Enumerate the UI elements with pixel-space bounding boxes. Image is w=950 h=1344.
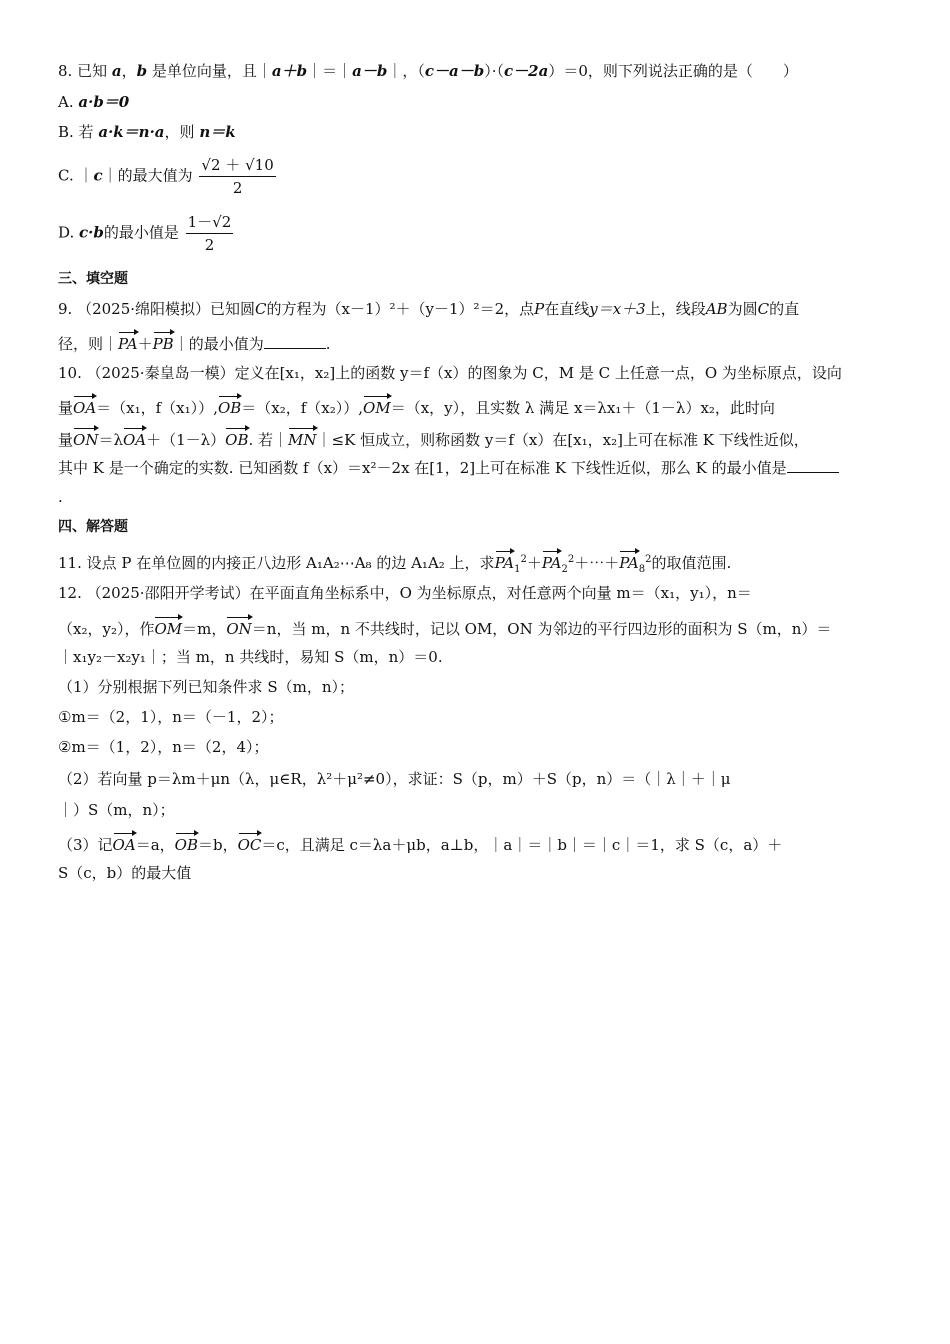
vector-OA: OA bbox=[113, 830, 136, 856]
option-label: C. ｜ bbox=[58, 166, 94, 185]
q12-text: ＝b， bbox=[197, 836, 238, 854]
option-label: D. bbox=[58, 223, 80, 242]
q9-line1 bbox=[58, 298, 799, 320]
q12-condition2: ②m＝（1，2），n＝（2，4）； bbox=[58, 738, 269, 756]
plus-sign: ＋ bbox=[137, 335, 153, 353]
q12-text: ＝n，当 m，n 不共线时，记以 OM，ON 为邻边的平行四边形的面积为 S（m，n）＝ bbox=[251, 620, 832, 638]
q10-line1: 10. （2025·秦皇岛一模）定义在[x₁，x₂]上的函数 y＝f（x）的图象为 C，M 是 C 上任意一点，O 为坐标原点，设向 bbox=[58, 364, 842, 382]
segment-AB: AB bbox=[705, 300, 728, 318]
option-label: B. 若 bbox=[58, 123, 94, 141]
q9-text: 上，线段 bbox=[645, 300, 706, 318]
q10-text: ＝（x₁，f（x₁））, bbox=[96, 399, 218, 417]
subscript: 1 bbox=[514, 564, 521, 575]
q12-line1 bbox=[58, 582, 752, 604]
q10-text: ｜≤K 恒成立，则称函数 y＝f（x）在[x₁，x₂]上可在标准 K 下线性近似， bbox=[316, 431, 809, 449]
q8-expr: c－a－b bbox=[424, 62, 485, 80]
vector-OB: OB bbox=[218, 393, 241, 419]
q8-text: ｜，（ bbox=[387, 62, 425, 80]
fraction bbox=[186, 211, 234, 256]
q12-text: ＝m， bbox=[182, 620, 227, 638]
superscript: 2 bbox=[645, 554, 652, 565]
vector-PB: PB bbox=[153, 329, 174, 355]
numerator: 1－ bbox=[187, 213, 213, 231]
q9-line2 bbox=[58, 329, 331, 355]
q10-text: ＝λ bbox=[98, 431, 123, 449]
answer-blank[interactable] bbox=[787, 472, 839, 473]
q9-text: 径，则｜ bbox=[58, 335, 119, 353]
vector-OM: OM bbox=[363, 393, 391, 419]
vector-ON: ON bbox=[73, 425, 98, 451]
q8-text: ）＝0，则下列说法正确的是（ ） bbox=[548, 62, 798, 80]
q12-part3 bbox=[58, 830, 782, 856]
vector-OB: OB bbox=[175, 830, 198, 856]
q8-option-b bbox=[58, 121, 236, 143]
q8-text: 8. 已知 bbox=[58, 62, 108, 80]
q8-option-c bbox=[58, 154, 278, 199]
option-text: 的最小值是 bbox=[103, 223, 179, 242]
q11-line bbox=[58, 548, 731, 581]
superscript: 2 bbox=[520, 554, 527, 565]
q12-line3: ｜x₁y₂－x₂y₁｜；当 m，n 共线时，易知 S（m，n）＝0. bbox=[58, 648, 443, 666]
section-heading: 三、填空题 bbox=[58, 271, 128, 287]
vector-PA8: PA bbox=[619, 548, 639, 574]
plus-sign: ＋⋯＋ bbox=[574, 554, 620, 572]
numerator: √10 bbox=[245, 156, 274, 174]
vector-MN: MN bbox=[288, 425, 316, 451]
vector-OC: OC bbox=[238, 830, 262, 856]
q12-text: m＝（x₁，y₁），n＝ bbox=[616, 584, 752, 602]
q11-text: 的取值范围. bbox=[651, 554, 732, 572]
vector-PA1: PA bbox=[495, 548, 515, 574]
q12-text: ＝c，且满足 c＝λa＋μb，a⊥b，｜a｜＝｜b｜＝｜c｜＝1，求 S（c，a）＋ bbox=[261, 836, 783, 854]
q9-text: 9. （2025·绵阳模拟）已知圆 bbox=[58, 300, 256, 318]
subscript: 8 bbox=[638, 564, 646, 575]
q9-text: 为圆 bbox=[727, 300, 758, 318]
q12-text: （3）记 bbox=[58, 836, 113, 854]
option-expr: c·b bbox=[79, 223, 104, 242]
q9-text: 的直 bbox=[769, 300, 800, 318]
vector-OB: OB bbox=[225, 425, 248, 451]
option-label: A. bbox=[58, 93, 79, 111]
q12-part1: （1）分别根据下列已知条件求 S（m，n）； bbox=[58, 678, 354, 696]
vector-PA: PA bbox=[118, 329, 138, 355]
denominator: 2 bbox=[232, 179, 243, 197]
q10-line2 bbox=[58, 393, 775, 419]
vector-a: a bbox=[111, 62, 122, 80]
option-expr: a·k＝n·a bbox=[98, 123, 165, 141]
q8-stem: 8. 已知 a，b 是单位向量，且｜a＋b｜＝｜a－b｜，（c－a－b）·（c－2a）＝0，则下列说法正确的是（ ） bbox=[58, 62, 798, 80]
numerator: √2 bbox=[212, 213, 232, 231]
numerator: √2 bbox=[201, 156, 221, 174]
vector-OM: OM bbox=[154, 614, 182, 640]
section-heading: 四、解答题 bbox=[58, 519, 128, 535]
q9-text: . bbox=[325, 335, 331, 353]
q10-text: ＝（x，y），且实数 λ 满足 x＝λx₁＋（1－λ）x₂，此时向 bbox=[390, 399, 775, 417]
q10-text: ＋（1－λ） bbox=[146, 431, 226, 449]
q8-text: 是单位向量，且｜ bbox=[151, 62, 272, 80]
q8-expr: a＋b bbox=[271, 62, 308, 80]
vector-OA: OA bbox=[73, 393, 96, 419]
q10-text: 量 bbox=[58, 431, 74, 449]
q12-part2: （2）若向量 p＝λm＋μn（λ，μ∈R，λ²＋μ²≠0），求证：S（p，m）＋S（p，n）＝（｜λ｜＋｜μ bbox=[58, 770, 731, 788]
plus-sign: ＋ bbox=[225, 156, 241, 174]
option-text: ｜的最大值为 bbox=[102, 166, 193, 185]
option-expr: n＝k bbox=[199, 123, 236, 141]
q8-option-d bbox=[58, 211, 235, 256]
q10-text: 其中 K 是一个确定的实数. 已知函数 f（x）＝x²－2x 在[1，2]上可在标准 K 下线性近似，那么 K 的最小值是 bbox=[58, 459, 787, 477]
fraction bbox=[199, 154, 275, 199]
point-P: P bbox=[534, 300, 545, 318]
denominator: 2 bbox=[204, 236, 215, 254]
superscript: 2 bbox=[567, 554, 575, 565]
q8-expr: c－2a bbox=[504, 62, 549, 80]
q8-text: ｜＝｜ bbox=[307, 62, 353, 80]
q10-text: . 若｜ bbox=[248, 431, 289, 449]
q12-text: 12. （2025·邵阳开学考试）在平面直角坐标系中，O 为坐标原点，对任意两个向量 bbox=[58, 584, 617, 602]
vector-b: b bbox=[136, 62, 148, 80]
plus-sign: ＋ bbox=[526, 554, 542, 572]
vector-OA: OA bbox=[123, 425, 146, 451]
q12-line2 bbox=[58, 614, 831, 640]
q9-text: 的方程为（x－1）²＋（y－1）²＝2，点 bbox=[266, 300, 535, 318]
q8-option-a bbox=[58, 91, 129, 113]
option-text: ，则 bbox=[164, 123, 195, 141]
circle-C: C bbox=[757, 300, 770, 318]
q8-expr: a－b bbox=[352, 62, 388, 80]
q12-part2-cont: ｜）S（m，n）； bbox=[58, 801, 175, 819]
q12-condition1: ①m＝（2，1），n＝（－1，2）； bbox=[58, 708, 284, 726]
q9-text: 在直线 bbox=[544, 300, 590, 318]
line-equation: y＝x＋3 bbox=[589, 300, 646, 318]
q10-line4 bbox=[58, 457, 839, 479]
subscript: 2 bbox=[561, 564, 568, 575]
vector-ON: ON bbox=[226, 614, 251, 640]
vector-PA2: PA bbox=[542, 548, 562, 574]
q10-text: 量 bbox=[58, 399, 74, 417]
q12-text: ＝a， bbox=[135, 836, 175, 854]
q10-line5: . bbox=[58, 488, 63, 506]
q8-text: ）·（ bbox=[484, 62, 505, 80]
q9-text: ｜的最小值为 bbox=[173, 335, 264, 353]
q11-text: 11. 设点 P 在单位圆的内接正八边形 A₁A₂⋯A₈ 的边 A₁A₂ 上，求 bbox=[58, 554, 495, 572]
q12-text: （x₂，y₂），作 bbox=[58, 620, 155, 638]
answer-blank[interactable] bbox=[264, 348, 326, 349]
q10-line3 bbox=[58, 425, 809, 451]
q10-text: ＝（x₂，f（x₂））, bbox=[241, 399, 364, 417]
circle-C: C bbox=[255, 300, 267, 318]
q12-part3-cont: S（c，b）的最大值 bbox=[58, 864, 192, 882]
option-expr: a·b＝0 bbox=[78, 93, 130, 111]
option-expr: c bbox=[93, 166, 103, 185]
